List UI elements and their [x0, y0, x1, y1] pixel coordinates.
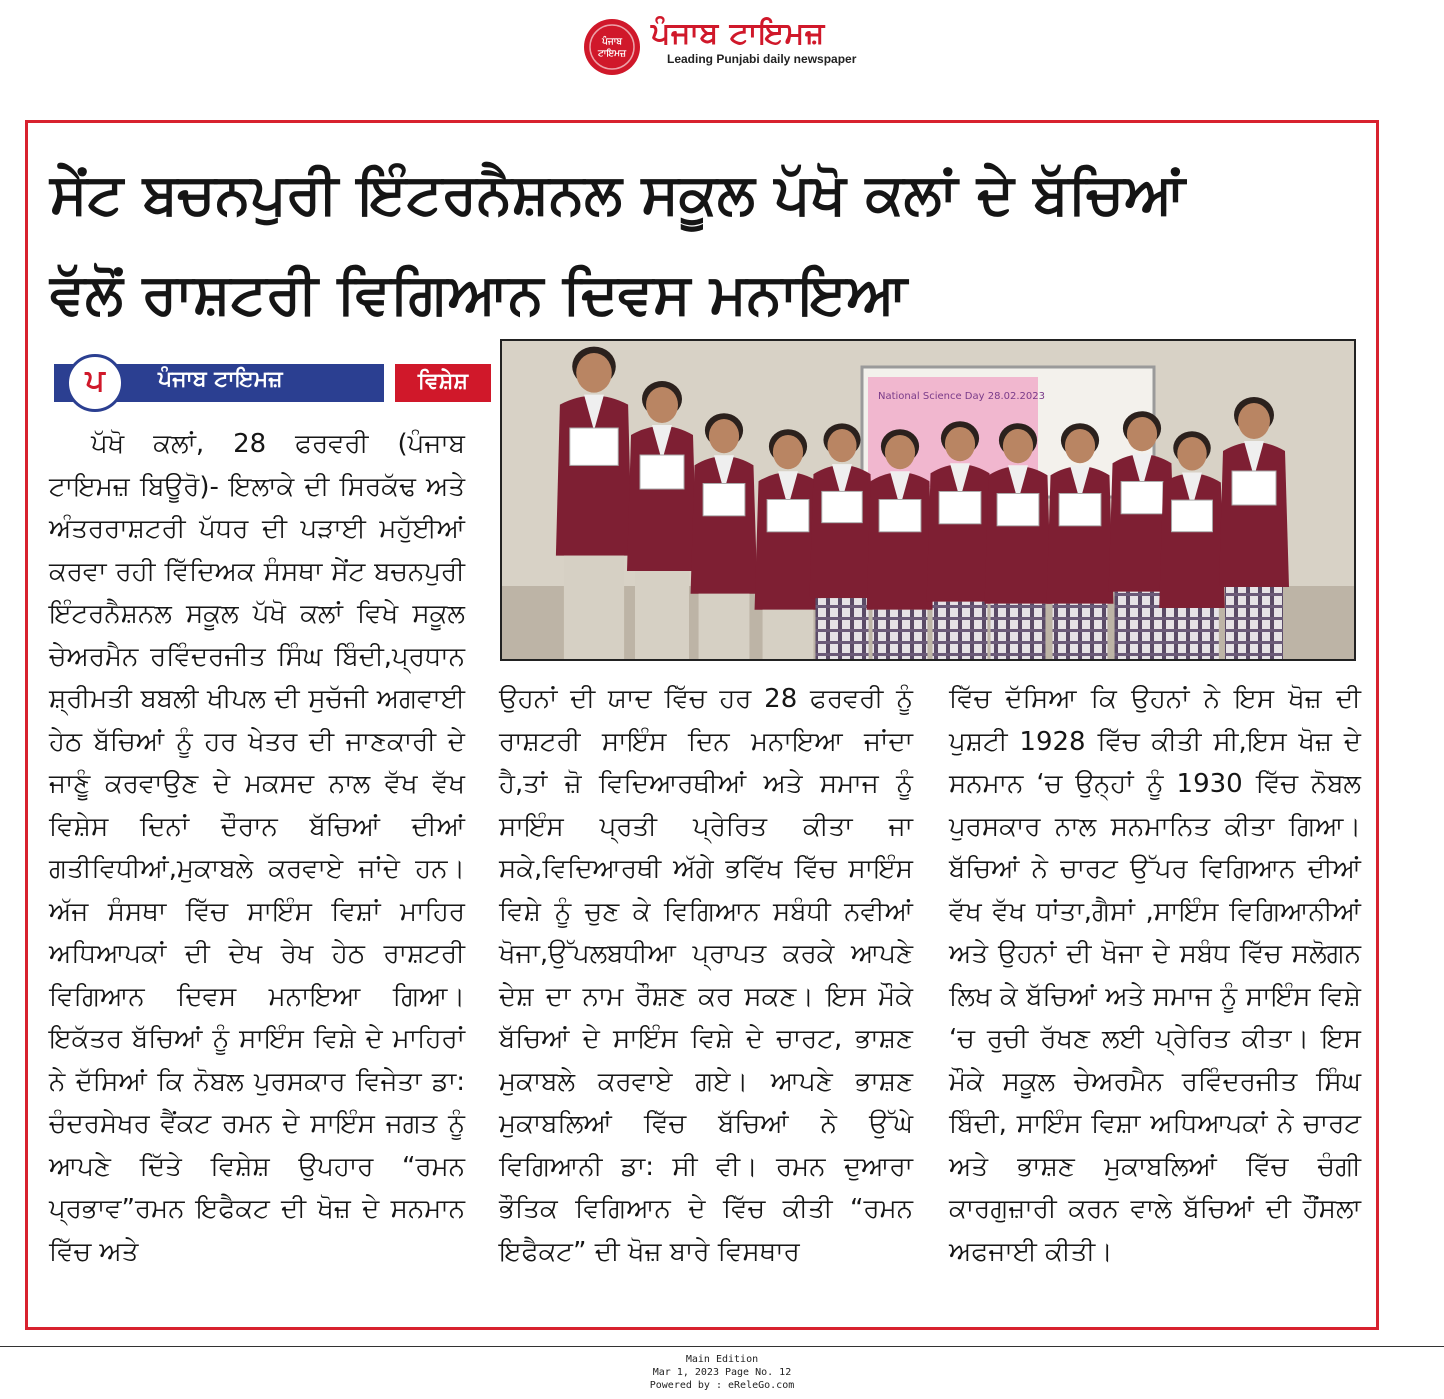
masthead-title: ਪੰਜਾਬ ਟਾਇਮਜ਼ [651, 16, 825, 51]
special-tag: ਵਿਸ਼ੇਸ਼ [395, 364, 491, 402]
footer-edition: Main Edition [685, 1354, 759, 1365]
headline-line-2: ਵੱਲੋਂ ਰਾਸ਼ਟਰੀ ਵਿਗਿਆਨ ਦਿਵਸ ਮਨਾਇਆ [50, 262, 908, 327]
footer-divider [0, 1346, 1444, 1347]
footer-powered-by: Powered by : eReleGo.com [649, 1380, 795, 1391]
article-column-3 [949, 678, 1361, 1273]
group-photo-students-icon [502, 341, 1354, 659]
article-box [25, 120, 1379, 1330]
punjab-times-logo-icon [583, 18, 641, 76]
masthead [583, 12, 883, 70]
section-brand-badge [54, 360, 470, 406]
masthead-tagline: Leading Punjabi daily newspaper [667, 52, 857, 66]
article-column-2 [499, 678, 913, 1273]
brand-circle-logo-icon [66, 354, 124, 412]
svg-text:ਟਾਇਮਜ਼: ਟਾਇਮਜ਼ [598, 49, 626, 59]
brand-name: ਪੰਜਾਬ ਟਾਇਮਜ਼ [158, 367, 283, 392]
column-3-paragraph: ਵਿੱਚ ਦੱਸਿਆ ਕਿ ਉਹਨਾਂ ਨੇ ਇਸ ਖੋਜ਼ ਦੀ ਪੁਸ਼ਟੀ 1928 ਵਿੱਚ ਕੀਤੀ ਸੀ,ਇਸ ਖੋਜ਼ ਦੇ ਸਨਮਾਨ ‘ਚ ਉਨ੍ਹਾਂ ਨੂੰ 1930 ਵਿੱਚ ਨੋਬਲ ਪੁਰਸਕਾਰ ਨਾਲ ਸਨਮਾਨਿਤ ਕੀਤਾ ਗਿਆ।ਬੱਚਿਆਂ ਨੇ ਚਾਰਟ ਉੱਪਰ ਵਿਗਿਆਨ ਦੀਆਂ ਵੱਖ ਵੱਖ ਧਾਂਤਾ,ਗੈਸਾਂ ,ਸਾਇੰਸ ਵਿਗਿਆਨੀਆਂ ਅਤੇ ਉਹਨਾਂ ਦੀ ਖੋਜਾ ਦੇ ਸਬੰਧ ਵਿੱਚ ਸਲੋਗਨ ਲਿਖ ਕੇ ਬੱਚਿਆਂ ਅਤੇ ਸਮਾਜ ਨੂੰ ਸਾਇੰਸ ਵਿਸ਼ੇ ‘ਚ ਰੁਚੀ ਰੱਖਣ ਲਈ ਪ੍ਰੇਰਿਤ ਕੀਤਾ। ਇਸ ਮੌਕੇ ਸਕੂਲ ਚੇਅਰਮੈਨ ਰਵਿੰਦਰਜੀਤ ਸਿੰਘ ਬਿੰਦੀ, ਸਾਇੰਸ ਵਿਸ਼ਾ ਅਧਿਆਪਕਾਂ ਨੇ ਚਾਰਟ ਅਤੇ ਭਾਸ਼ਣ ਮੁਕਾਬਲਿਆਂ ਵਿੱਚ ਚੰਗੀ ਕਾਰਗੁਜ਼ਾਰੀ ਕਰਨ ਵਾਲੇ ਬੱਚਿਆਂ ਦੀ ਹੌਂਸਲਾ ਅਫਜਾਈ ਕੀਤੀ। [949, 684, 1361, 1267]
headline-line-1: ਸੇਂਟ ਬਚਨਪੁਰੀ ਇੰਟਰਨੈਸ਼ਨਲ ਸਕੂਲ ਪੱਖੋ ਕਲਾਂ ਦੇ ਬੱਚਿਆਂ [50, 162, 1186, 227]
article-headline [50, 145, 1360, 345]
photo-board-text: National Science Day 28.02.2023 [878, 391, 1045, 402]
footer [0, 1353, 1444, 1392]
footer-date-page: Mar 1, 2023 Page No. 12 [652, 1367, 792, 1378]
column-2-paragraph: ਉਹਨਾਂ ਦੀ ਯਾਦ ਵਿੱਚ ਹਰ 28 ਫਰਵਰੀ ਨੂੰ ਰਾਸ਼ਟਰੀ ਸਾਇੰਸ ਦਿਨ ਮਨਾਇਆ ਜਾਂਦਾ ਹੈ,ਤਾਂ ਜ਼ੋ ਵਿਦਿਆਰਥੀਆਂ ਅਤੇ ਸਮਾਜ ਨੂੰ ਸਾਇੰਸ ਪ੍ਰਤੀ ਪ੍ਰੇਰਿਤ ਕੀਤਾ ਜਾ ਸਕੇ,ਵਿਦਿਆਰਥੀ ਅੱਗੇ ਭਵਿੱਖ ਵਿੱਚ ਸਾਇੰਸ ਵਿਸ਼ੇ ਨੂੰ ਚੁਣ ਕੇ ਵਿਗਿਆਨ ਸਬੰਧੀ ਨਵੀਆਂ ਖੋਜਾ,ਉੱਪਲਬਧੀਆ ਪ੍ਰਾਪਤ ਕਰਕੇ ਆਪਣੇ ਦੇਸ਼ ਦਾ ਨਾਮ ਰੌਸ਼ਣ ਕਰ ਸਕਣ। ਇਸ ਮੌਕੇ ਬੱਚਿਆਂ ਦੇ ਸਾਇੰਸ ਵਿਸ਼ੇ ਦੇ ਚਾਰਟ, ਭਾਸ਼ਣ ਮੁਕਾਬਲੇ ਕਰਵਾਏ ਗਏ। ਆਪਣੇ ਭਾਸ਼ਣ ਮੁਕਾਬਲਿਆਂ ਵਿੱਚ ਬੱਚਿਆਂ ਨੇ ਉੱਘੇ ਵਿਗਿਆਨੀ ਡਾ: ਸੀ ਵੀ। ਰਮਨ ਦੁਆਰਾ ਭੌਤਿਕ ਵਿਗਿਆਨ ਦੇ ਵਿੱਚ ਕੀਤੀ “ਰਮਨ ਇਫੈਕਟ” ਦੀ ਖੋਜ਼ ਬਾਰੇ ਵਿਸਥਾਰ [499, 684, 913, 1267]
article-column-1 [49, 423, 465, 1273]
group-photo [500, 339, 1356, 661]
column-1-paragraph: ਪੱਖੋ ਕਲਾਂ, 28 ਫਰਵਰੀ (ਪੰਜਾਬ ਟਾਇਮਜ਼ ਬਿਊਰੋ)- ਇਲਾਕੇ ਦੀ ਸਿਰਕੱਢ ਅਤੇ ਅੰਤਰਰਾਸ਼ਟਰੀ ਪੱਧਰ ਦੀ ਪੜਾਈ ਮਹੁੱਈਆਂ ਕਰਵਾ ਰਹੀ ਵਿੱਦਿਅਕ ਸੰਸਥਾ ਸੇਂਟ ਬਚਨਪੁਰੀ ਇੰਟਰਨੈਸ਼ਨਲ ਸਕੂਲ ਪੱਖੋ ਕਲਾਂ ਵਿਖੇ ਸਕੂਲ ਚੇਅਰਮੈਨ ਰਵਿੰਦਰਜੀਤ ਸਿੰਘ ਬਿੰਦੀ,ਪ੍ਰਧਾਨ ਸ਼੍ਰੀਮਤੀ ਬਬਲੀ ਖੀਪਲ ਦੀ ਸੁਚੱਜੀ ਅਗਵਾਈ ਹੇਠ ਬੱਚਿਆਂ ਨੂੰ ਹਰ ਖੇਤਰ ਦੀ ਜਾਣਕਾਰੀ ਦੇ ਜਾਣੂੰ ਕਰਵਾਉਣ ਦੇ ਮਕਸਦ ਨਾਲ ਵੱਖ ਵੱਖ ਵਿਸ਼ੇਸ ਦਿਨਾਂ ਦੌਰਾਨ ਬੱਚਿਆਂ ਦੀਆਂ ਗਤੀਵਿਧੀਆਂ,ਮੁਕਾਬਲੇ ਕਰਵਾਏ ਜਾਂਦੇ ਹਨ।ਅੱਜ ਸੰਸਥਾ ਵਿੱਚ ਸਾਇੰਸ ਵਿਸ਼ਾਂ ਮਾਹਿਰ ਅਧਿਆਪਕਾਂ ਦੀ ਦੇਖ ਰੇਖ ਹੇਠ ਰਾਸ਼ਟਰੀ ਵਿਗਿਆਨ ਦਿਵਸ ਮਨਾਇਆ ਗਿਆ। ਇਕੱਤਰ ਬੱਚਿਆਂ ਨੂੰ ਸਾਇੰਸ ਵਿਸ਼ੇ ਦੇ ਮਾਹਿਰਾਂ ਨੇ ਦੱਸਿਆਂ ਕਿ ਨੋਬਲ ਪੁਰਸਕਾਰ ਵਿਜੇਤਾ ਡਾ: ਚੰਦਰਸੇਖਰ ਵੈਂਕਟ ਰਮਨ ਦੇ ਸਾਇੰਸ ਜਗਤ ਨੂੰ ਆਪਣੇ ਦਿੱਤੇ ਵਿਸ਼ੇਸ਼ ਉਪਹਾਰ “ਰਮਨ ਪ੍ਰਭਾਵ”ਰਮਨ ਇਫੈਕਟ ਦੀ ਖੋਜ਼ ਦੇ ਸਨਮਾਨ ਵਿੱਚ ਅਤੇ [49, 429, 465, 1267]
svg-text:ਪੰਜਾਬ: ਪੰਜਾਬ [602, 37, 622, 47]
brand-logo-glyph: ਪ [85, 363, 105, 398]
